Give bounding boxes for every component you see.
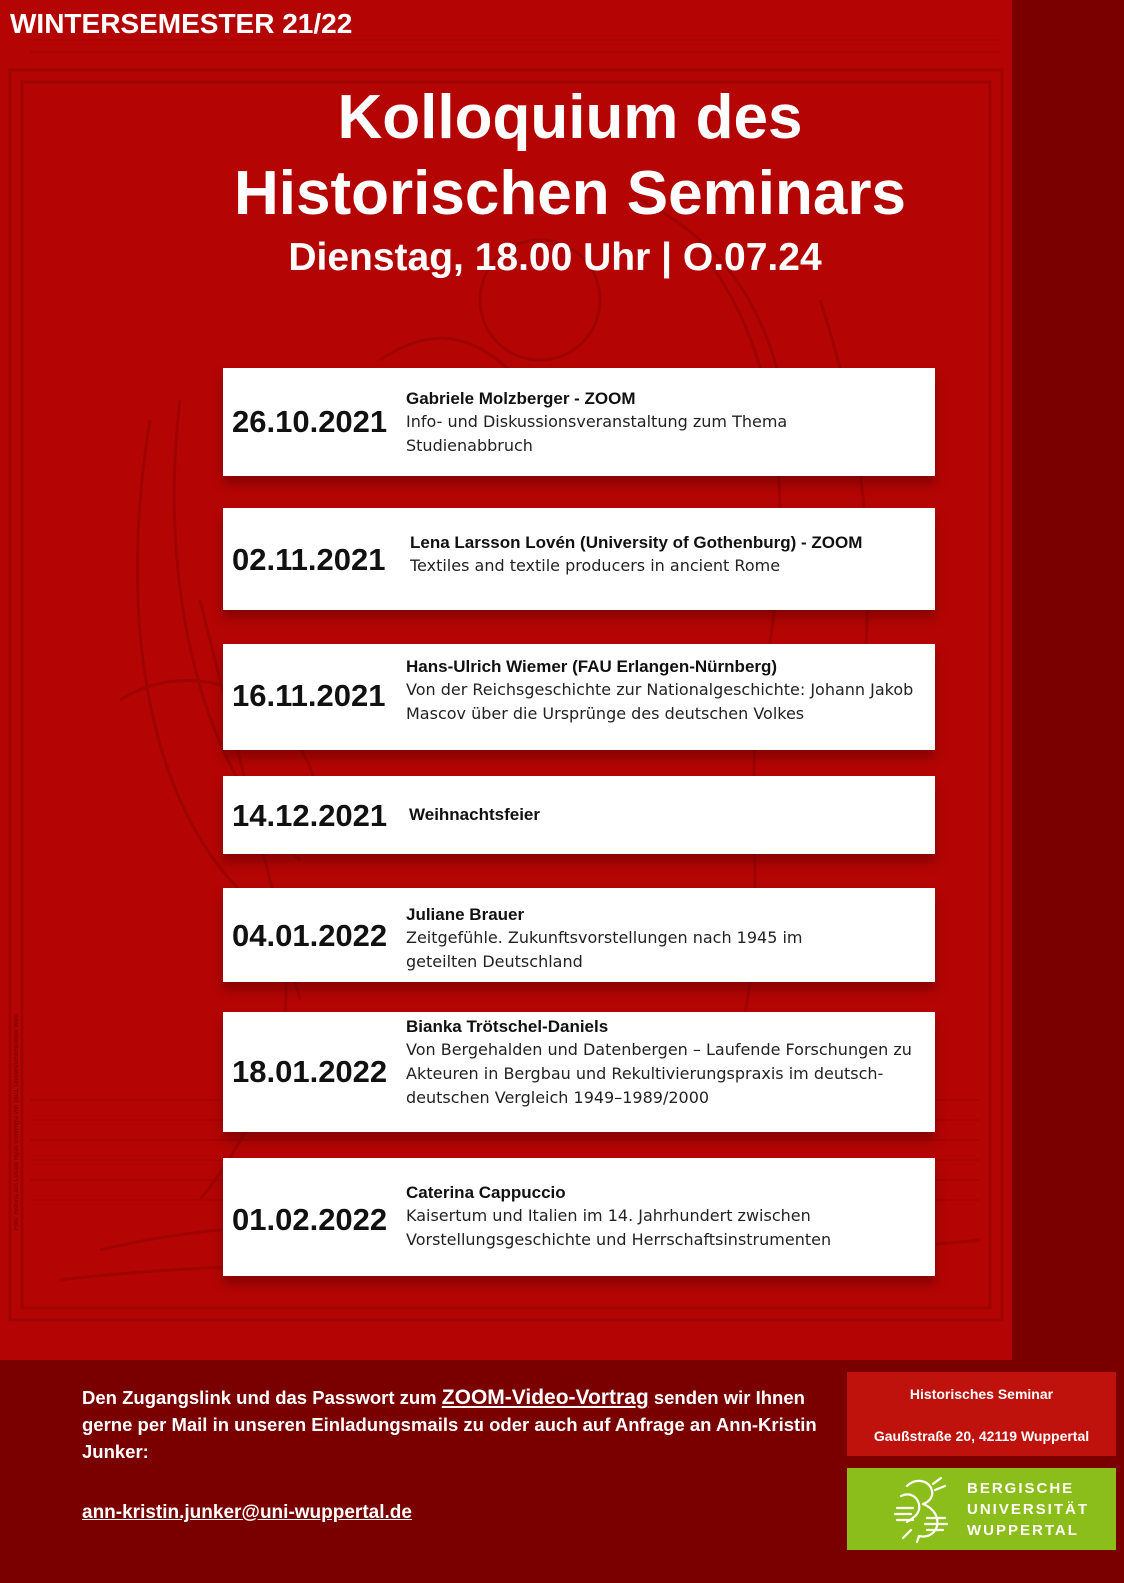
title-line-2: Historischen Seminars xyxy=(234,159,906,228)
footer-text-before: Den Zugangslink und das Passwort zum xyxy=(82,1387,442,1408)
event-speaker: Hans-Ulrich Wiemer (FAU Erlangen-Nürnberg) xyxy=(406,657,778,676)
event-topic: Info- und Diskussionsveranstaltung zum Thema Studienabbruch xyxy=(406,412,788,455)
schedule-subtitle: Dienstag, 18.00 Uhr | O.07.24 xyxy=(288,236,822,279)
event-date: 04.01.2022 xyxy=(232,918,388,953)
event-card xyxy=(223,776,935,854)
zoom-video-link[interactable]: ZOOM-Video-Vortrag xyxy=(441,1386,649,1409)
event-topic: Kaisertum und Italien im 14. Jahrhundert zwischen Vorstellungsgeschichte und Herrschaftsinstrumenten xyxy=(406,1206,832,1249)
footer-text-after: senden wir Ihnen gerne per Mail in unseren Einladungsmails zu oder auch auf Anfrage an Ann-Kristin Junker: xyxy=(82,1387,817,1462)
logo-line-2: UNIVERSITÄT xyxy=(967,1501,1090,1518)
university-name xyxy=(967,1478,1089,1541)
event-speaker: Caterina Cappuccio xyxy=(406,1183,566,1202)
event-topic: Von der Reichsgeschichte zur Nationalgeschichte: Johann Jakob Mascov über die Ursprünge des deutschen Volkes xyxy=(406,680,914,723)
event-card xyxy=(223,508,935,610)
logo-line-1: BERGISCHE xyxy=(967,1480,1075,1497)
institute-name: Historisches Seminar xyxy=(909,1386,1054,1402)
contact-email-link[interactable]: ann-kristin.junker@uni-wuppertal.de xyxy=(82,1502,412,1523)
event-date: 01.02.2022 xyxy=(232,1202,388,1237)
event-card xyxy=(223,1012,935,1132)
image-credit: Foto: Historia aus Cesare Ripas Iconologia von 1603, Universitätsbibliothek Wien xyxy=(14,1014,20,1230)
footer-notice xyxy=(82,1384,822,1465)
event-speaker: Juliane Brauer xyxy=(406,905,525,924)
event-speaker: Gabriele Molzberger - ZOOM xyxy=(406,389,636,408)
event-card xyxy=(223,644,935,750)
event-date: 02.11.2021 xyxy=(232,542,386,577)
page-title xyxy=(0,80,1012,232)
event-date: 16.11.2021 xyxy=(232,678,386,713)
event-date: 18.01.2022 xyxy=(232,1054,388,1089)
event-speaker: Bianka Trötschel-Daniels xyxy=(406,1017,609,1036)
right-margin-strip xyxy=(1012,0,1124,1360)
event-topic: Textiles and textile producers in ancient Rome xyxy=(410,556,781,575)
event-topic: Zeitgefühle. Zukunftsvorstellungen nach 1945 im geteilten Deutschland xyxy=(406,928,803,971)
lion-icon xyxy=(887,1474,957,1544)
event-speaker: Weihnachtsfeier xyxy=(409,805,541,824)
semester-label: WINTERSEMESTER 21/22 xyxy=(10,8,353,39)
event-card xyxy=(223,1158,935,1276)
address-box xyxy=(847,1372,1116,1456)
event-date: 14.12.2021 xyxy=(232,798,388,833)
event-speaker: Lena Larsson Lovén (University of Gothenburg) - ZOOM xyxy=(410,533,863,552)
event-date: 26.10.2021 xyxy=(232,404,388,439)
event-card xyxy=(223,888,935,982)
institute-address: Gaußstraße 20, 42119 Wuppertal xyxy=(873,1428,1090,1444)
logo-line-3: WUPPERTAL xyxy=(967,1522,1079,1539)
university-logo xyxy=(847,1468,1116,1550)
event-card xyxy=(223,368,935,476)
title-line-1: Kolloquium des xyxy=(337,83,803,152)
event-topic: Von Bergehalden und Datenbergen – Laufende Forschungen zu Akteuren in Bergbau und Rekultivierungspraxis im deutsch-deutschen Vergleich 1949–1989/2000 xyxy=(406,1040,912,1107)
